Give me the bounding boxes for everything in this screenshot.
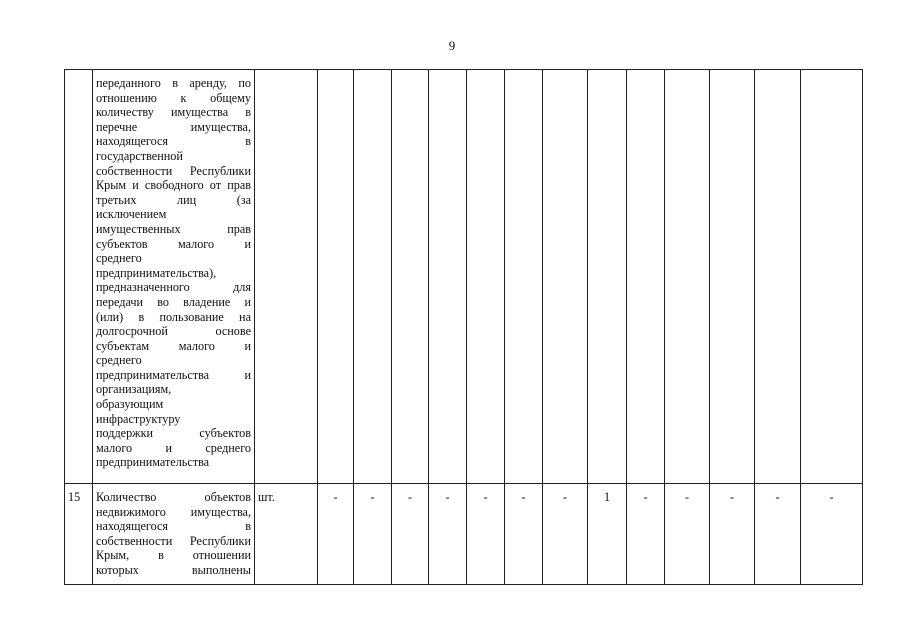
table-row bbox=[65, 70, 863, 484]
row-number-cell bbox=[65, 70, 93, 484]
description-line: предпринимательства и bbox=[96, 367, 251, 382]
description-line: субъектов малого и bbox=[96, 236, 251, 251]
value-cell bbox=[588, 70, 627, 484]
indicator-table bbox=[64, 69, 863, 585]
value-cell bbox=[665, 70, 710, 484]
description-line: передачи во владение и bbox=[96, 294, 251, 309]
value-cell: - bbox=[505, 484, 543, 585]
value-cell bbox=[392, 70, 429, 484]
description-line: среднего bbox=[96, 251, 142, 266]
description-line: имущественных прав bbox=[96, 221, 251, 236]
value-cell bbox=[318, 70, 354, 484]
description-line: предназначенного для bbox=[96, 280, 251, 295]
value-cell: - bbox=[354, 484, 392, 585]
description-line: организациям, bbox=[96, 382, 172, 397]
table-row bbox=[65, 484, 863, 585]
value-cell bbox=[627, 70, 665, 484]
description-line: образующим bbox=[96, 397, 164, 412]
description-line: предпринимательства), bbox=[96, 265, 217, 280]
value-cell: - bbox=[318, 484, 354, 585]
description-line: собственности Республики bbox=[96, 163, 251, 178]
description-line: находящегося в bbox=[96, 519, 251, 534]
value-cell bbox=[429, 70, 467, 484]
value-cell bbox=[354, 70, 392, 484]
description-line: поддержки субъектов bbox=[96, 426, 251, 441]
description-line: долгосрочной основе bbox=[96, 324, 251, 339]
description-line: количеству имущества в bbox=[96, 105, 251, 120]
description-line: Крым и свободного от прав bbox=[96, 178, 251, 193]
value-cell: - bbox=[665, 484, 710, 585]
description-line: государственной bbox=[96, 148, 183, 163]
description-line: (или) в пользование на bbox=[96, 309, 251, 324]
description-line: исключением bbox=[96, 207, 167, 222]
value-cell bbox=[801, 70, 863, 484]
value-cell: - bbox=[755, 484, 801, 585]
description-line: третьих лиц (за bbox=[96, 192, 251, 207]
value-cell: - bbox=[429, 484, 467, 585]
unit-cell: шт. bbox=[255, 484, 318, 585]
description-line: недвижимого имущества, bbox=[96, 504, 251, 519]
value-cell: - bbox=[801, 484, 863, 585]
value-cell: - bbox=[627, 484, 665, 585]
description-line: субъектам малого и bbox=[96, 338, 251, 353]
value-cell: - bbox=[467, 484, 505, 585]
value-cell: - bbox=[392, 484, 429, 585]
value-cell bbox=[755, 70, 801, 484]
description-line: отношению к общему bbox=[96, 90, 251, 105]
indicator-description-cell bbox=[93, 70, 255, 484]
description-line: среднего bbox=[96, 353, 142, 368]
page-number: 9 bbox=[448, 38, 456, 53]
description-line: перечне имущества, bbox=[96, 119, 251, 134]
value-cell bbox=[710, 70, 755, 484]
value-cell bbox=[543, 70, 588, 484]
value-cell bbox=[467, 70, 505, 484]
value-cell: - bbox=[710, 484, 755, 585]
value-cell bbox=[505, 70, 543, 484]
description-line: предпринимательства bbox=[96, 455, 210, 470]
description-line: переданного в аренду, по bbox=[96, 76, 251, 90]
description-line: которых выполнены bbox=[96, 562, 251, 577]
description-line: инфраструктуру bbox=[96, 411, 181, 426]
description-line: малого и среднего bbox=[96, 440, 251, 455]
description-line: собственности Республики bbox=[96, 533, 251, 548]
unit-cell bbox=[255, 70, 318, 484]
description-line: Количество объектов bbox=[96, 490, 251, 504]
value-cell: 1 bbox=[588, 484, 627, 585]
description-line: Крым, в отношении bbox=[96, 548, 251, 563]
row-number-cell: 15 bbox=[65, 484, 93, 585]
value-cell: - bbox=[543, 484, 588, 585]
description-line: находящегося в bbox=[96, 134, 251, 149]
indicator-description-cell bbox=[93, 484, 255, 585]
